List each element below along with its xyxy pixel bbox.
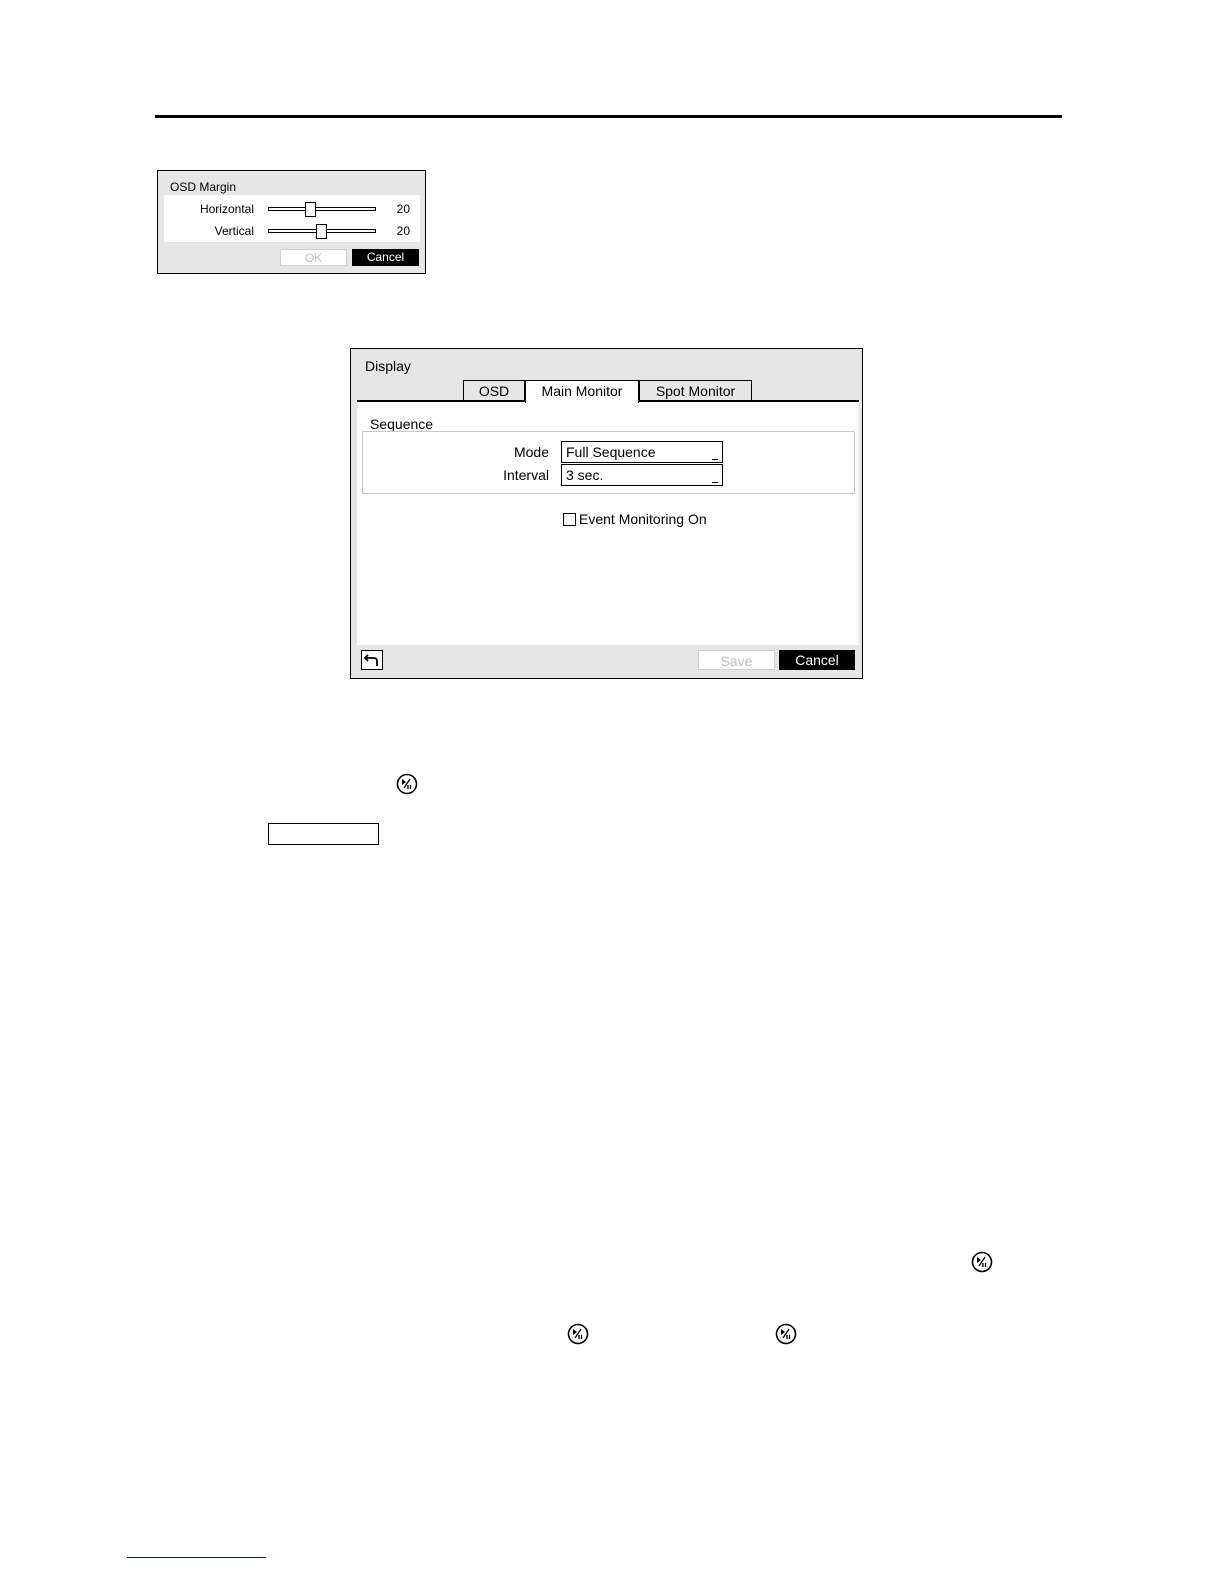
- cancel-button[interactable]: Cancel: [352, 249, 419, 266]
- horizontal-value: 20: [396, 202, 410, 216]
- mode-select[interactable]: [561, 441, 723, 463]
- play-pause-icon: [775, 1323, 797, 1345]
- page-header-rule: [155, 115, 1062, 118]
- mode-select-value: Full Sequence: [566, 444, 656, 460]
- tab-spot-monitor[interactable]: Spot Monitor: [639, 380, 752, 401]
- tab-main-monitor[interactable]: Main Monitor: [525, 380, 639, 403]
- vertical-row: [164, 220, 420, 240]
- interval-label: Interval: [503, 467, 549, 483]
- vertical-slider-thumb[interactable]: [316, 224, 327, 239]
- footer-link-underline: [127, 1557, 266, 1558]
- horizontal-slider-thumb[interactable]: [305, 202, 316, 217]
- tab-osd[interactable]: OSD: [463, 380, 525, 401]
- display-dialog: [350, 348, 863, 679]
- vertical-label: Vertical: [214, 224, 254, 238]
- event-monitoring-checkbox[interactable]: [563, 513, 576, 526]
- dropdown-caret-icon: [712, 482, 718, 483]
- vertical-value: 20: [396, 224, 410, 238]
- ok-button[interactable]: OK: [280, 249, 347, 266]
- osd-margin-title: OSD Margin: [170, 180, 237, 194]
- play-pause-icon: [971, 1251, 993, 1273]
- event-monitoring-label: Event Monitoring On: [579, 511, 707, 527]
- osd-margin-panel: [164, 195, 420, 242]
- play-pause-icon: [567, 1323, 589, 1345]
- interval-select-value: 3 sec.: [566, 467, 604, 483]
- display-title: Display: [365, 358, 411, 374]
- interval-select[interactable]: [561, 464, 723, 486]
- dropdown-caret-icon: [712, 459, 718, 460]
- sequence-group-title: Sequence: [370, 416, 434, 432]
- horizontal-row: [164, 198, 420, 218]
- osd-margin-dialog: [157, 170, 426, 274]
- back-button[interactable]: [361, 650, 383, 670]
- display-cancel-button[interactable]: Cancel: [779, 650, 855, 670]
- horizontal-slider[interactable]: [268, 207, 376, 211]
- main-monitor-panel: [357, 402, 859, 645]
- mode-label: Mode: [513, 444, 549, 460]
- vertical-slider[interactable]: [268, 229, 376, 233]
- sequence-group: [362, 431, 855, 494]
- save-button[interactable]: Save: [698, 650, 775, 670]
- horizontal-label: Horizontal: [199, 202, 254, 216]
- back-arrow-icon: [362, 651, 382, 669]
- play-pause-icon: [396, 773, 418, 795]
- blank-label-box: [268, 823, 379, 845]
